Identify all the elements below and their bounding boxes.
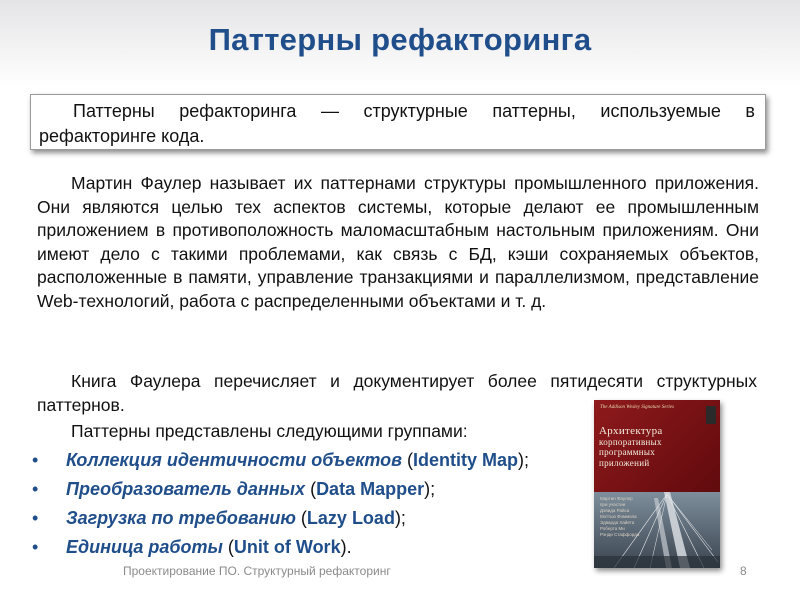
book-paragraph-text: Книга Фаулера перечисляет и документирует более пятидесяти структурных паттернов. [37, 371, 757, 415]
list-item: • Преобразователь данных (Data Mapper); [28, 475, 628, 504]
footer-text: Проектирование ПО. Структурный рефакторинг [123, 564, 391, 578]
groups-intro-text: Паттерны представлены следующими группами: [71, 421, 468, 441]
fowler-paragraph-text: Мартин Фаулер называет их паттернами структуры промышленного приложения. Они являются целью тех аспектов системы, которые делают ее промышленным приложением в противоположность маломасштабным настольным приложениям. Они имеют дело с такими проблемами, как связь с БД, кэши сохраняемых объектов, расположенные в памяти, управление транзакциями и параллелизмом, представление Web-технологий, работа с распределенными объектами и т. д. [37, 173, 759, 311]
page-number: 8 [740, 564, 747, 578]
publisher-badge [706, 406, 716, 424]
book-title: Архитектура корпоративных программных приложений [599, 425, 663, 468]
book-authors: Мартин Фаулер при участии Дэвида Райса Мэттью Фоммела Эдварда Хайета Роберта Ми Рэнди Стаффорда [600, 496, 640, 537]
pattern-name: Единица работы [66, 537, 223, 557]
pattern-english-name: Identity Map [413, 450, 519, 470]
fowler-paragraph [37, 172, 759, 313]
pattern-name: Загрузка по требованию [66, 508, 296, 528]
pattern-list [28, 446, 628, 562]
definition-box [30, 94, 766, 150]
list-item: • Единица работы (Unit of Work). [28, 533, 628, 562]
groups-intro [37, 420, 597, 444]
list-item: • Загрузка по требованию (Lazy Load); [28, 504, 628, 533]
slide-title: Паттерны рефакторинга [208, 22, 592, 57]
pattern-english-name: Data Mapper [316, 479, 425, 499]
book-series: The Addison Wesley Signature Series [600, 405, 674, 410]
pattern-english-name: Unit of Work [233, 537, 341, 557]
pattern-name: Коллекция идентичности объектов [66, 450, 402, 470]
book-cover-image [594, 400, 720, 568]
pattern-english-name: Lazy Load [306, 508, 395, 528]
list-item: • Коллекция идентичности объектов (Identity Map); [28, 446, 628, 475]
definition-text: Паттерны рефакторинга — структурные паттерны, используемые в рефакторинге кода. [39, 101, 755, 146]
pattern-name: Преобразователь данных [66, 479, 306, 499]
